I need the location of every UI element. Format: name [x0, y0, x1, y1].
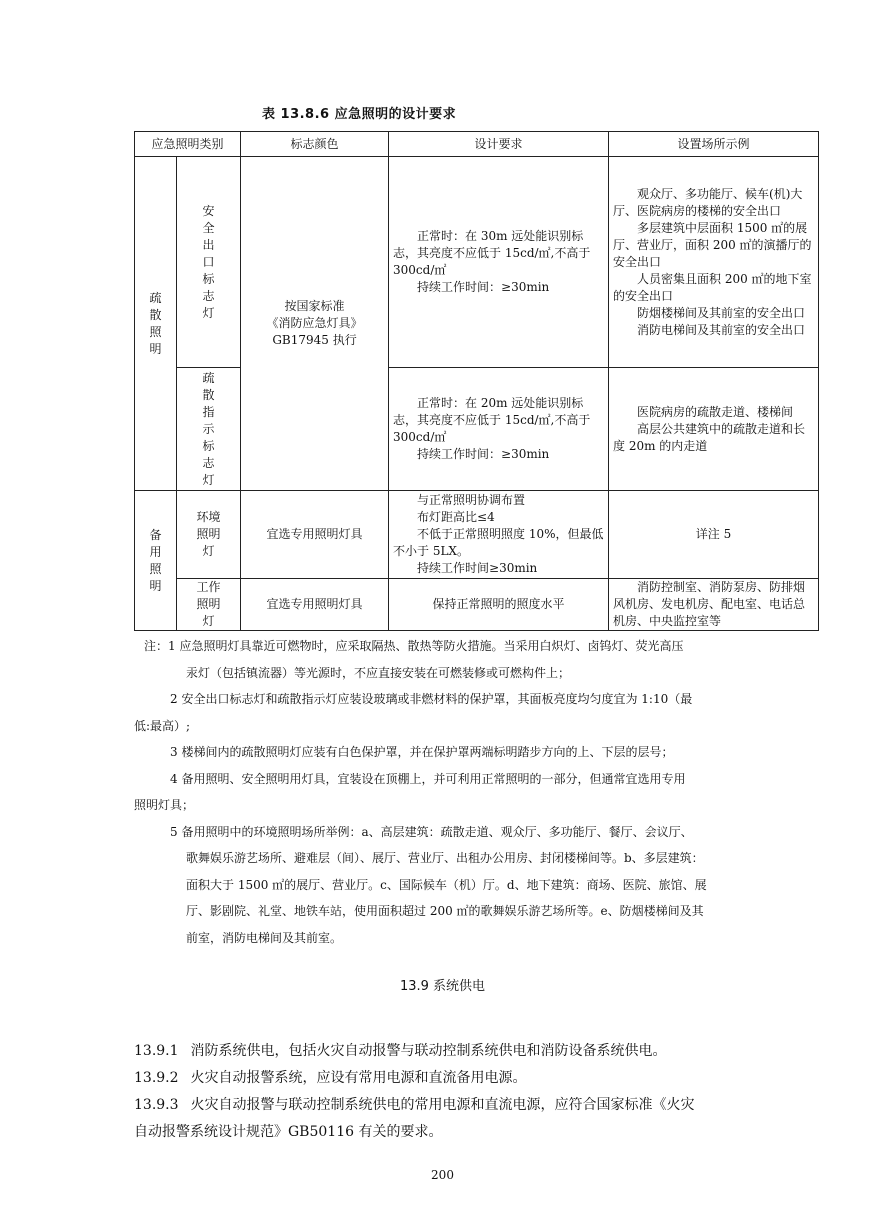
note-5: 5 备用照明中的环境照明场所举例：a、高层建筑：疏散走道、观众厅、多功能厅、餐厅、会议厅、: [170, 824, 693, 839]
note-2: 2 安全出口标志灯和疏散指示灯应装设玻璃或非燃材料的保护罩，其面板亮度均匀度宜为 1:10（最: [170, 692, 693, 706]
place-line: 观众厅、多功能厅、候车(机)大厅、医院病房的楼梯的安全出口: [613, 186, 803, 218]
work-light-places: 消防控制室、消防泵房、防排烟风机房、发电机房、配电室、电话总机房、中央监控室等: [609, 579, 819, 631]
note-1: 注：1 应急照明灯具靠近可燃物时，应采取隔热、散热等防火措施。当采用白炽灯、卤钨灯、荧光高压: [144, 639, 684, 653]
req-line: 持续工作时间：≥30min: [417, 447, 550, 461]
clause-number: 13.9.3: [134, 1097, 179, 1113]
place-line: 多层建筑中层面积 1500 ㎡的展厅、营业厅，面积 200 ㎡的演播厅的安全出口: [613, 220, 812, 269]
note-4-cont: 照明灯具；: [134, 798, 195, 812]
req-line: 布灯距高比≤4: [417, 510, 495, 524]
place-line: 防烟楼梯间及其前室的安全出口: [637, 305, 806, 320]
table-header-row: [135, 132, 819, 157]
note-1-cont: 汞灯（包括镇流器）等光源时，不应直接安装在可燃装修或可燃构件上；: [186, 665, 571, 680]
place-line: 高层公共建筑中的疏散走道和长度 20m 的内走道: [613, 421, 806, 453]
table-notes: [134, 633, 760, 951]
req-line: 与正常照明协调布置: [417, 493, 526, 507]
clause-continuation: 自动报警系统设计规范》GB50116 有关的要求。: [134, 1124, 443, 1140]
header-requirements: 设计要求: [389, 132, 609, 157]
place-line: 医院病房的疏散走道、楼梯间: [637, 404, 794, 419]
work-light: 工作 照明 灯: [177, 579, 241, 631]
clause-text: 火灾自动报警与联动控制系统供电的常用电源和直流电源，应符合国家标准《火灾: [190, 1097, 695, 1113]
note-5-cont: 歌舞娱乐游艺场所、避难层（间）、展厅、营业厅、出租办公用房、封闭楼梯间等。b、多层建筑：: [186, 851, 704, 865]
environment-light-places: 详注 5: [609, 491, 819, 579]
direction-sign-places: [609, 368, 819, 491]
header-category: 应急照明类别: [135, 132, 241, 157]
work-light-requirements: 保持正常照明的照度水平: [389, 579, 609, 631]
clause: [134, 1065, 764, 1092]
header-color: 标志颜色: [241, 132, 389, 157]
clause-text: 消防系统供电，包括火灾自动报警与联动控制系统供电和消防设备系统供电。: [190, 1043, 667, 1059]
req-line: 正常时：在 20m 远处能识别标志，其亮度不应低于 15cd/㎡,不高于 300cd/㎡: [393, 396, 591, 444]
note-3: 3 楼梯间内的疏散照明灯应装有白色保护罩，并在保护罩两端标明踏步方向的上、下层的层号；: [170, 745, 674, 759]
table-caption: 表 13.8.6 应急照明的设计要求: [262, 107, 457, 122]
header-places: 设置场所示例: [609, 132, 819, 157]
direction-sign-light: 疏 散 指 示 标 志 灯: [177, 368, 241, 491]
clause: [134, 1038, 764, 1065]
clause: [134, 1092, 764, 1119]
table-row: [135, 157, 819, 368]
exit-sign-requirements: [389, 157, 609, 368]
exit-sign-places: [609, 157, 819, 368]
req-line: 正常时：在 30m 远处能识别标志，其亮度不应低于 15cd/㎡,不高于 300cd/㎡: [393, 229, 591, 277]
clauses: [134, 1038, 764, 1146]
clause-number: 13.9.1: [134, 1043, 179, 1059]
req-line: 持续工作时间≥30min: [417, 561, 538, 575]
emergency-lighting-table: [134, 131, 819, 631]
sign-color-standard: 按国家标准 《消防应急灯具》 GB17945 执行: [241, 157, 389, 491]
req-line: 持续工作时间：≥30min: [417, 280, 550, 294]
note-2-cont: 低:最高）;: [134, 718, 191, 733]
clause-text: 火灾自动报警系统，应设有常用电源和直流备用电源。: [190, 1070, 527, 1086]
evac-lighting-group: 疏 散 照 明: [135, 157, 177, 491]
table-row: [135, 368, 819, 491]
note-5-cont: 厅、影剧院、礼堂、地铁车站，使用面积超过 200 ㎡的歌舞娱乐游艺场所等。e、防烟楼梯间及其: [186, 904, 704, 918]
req-line: 不低于正常照明照度 10%，但最低不小于 5LX。: [393, 527, 604, 558]
section-title: 13.9 系统供电: [399, 979, 486, 994]
note-5-cont: 前室，消防电梯间及其前室。: [186, 930, 343, 945]
environment-light-requirements: [389, 491, 609, 579]
note-4: 4 备用照明、安全照明用灯具，宜装设在顶棚上，并可利用正常照明的一部分，但通常宜选用专用: [170, 771, 686, 786]
place-line: 消防电梯间及其前室的安全出口: [637, 322, 806, 337]
environment-light: 环境 照明 灯: [177, 491, 241, 579]
table-row: [135, 491, 819, 579]
direction-sign-requirements: [389, 368, 609, 491]
backup-lighting-group: 备 用 照 明: [135, 491, 177, 631]
work-light-color: 宜选专用照明灯具: [241, 579, 389, 631]
page-number: 200: [431, 1168, 454, 1182]
place-line: 人员密集且面积 200 ㎡的地下室的安全出口: [613, 271, 812, 303]
clause-number: 13.9.2: [134, 1070, 179, 1086]
environment-light-color: 宜选专用照明灯具: [241, 491, 389, 579]
table-row: [135, 579, 819, 631]
note-5-cont: 面积大于 1500 ㎡的展厅、营业厅。c、国际候车（机）厅。d、地下建筑：商场、医院、旅馆、展: [186, 877, 707, 892]
exit-sign-light: 安 全 出 口 标 志 灯: [177, 157, 241, 368]
